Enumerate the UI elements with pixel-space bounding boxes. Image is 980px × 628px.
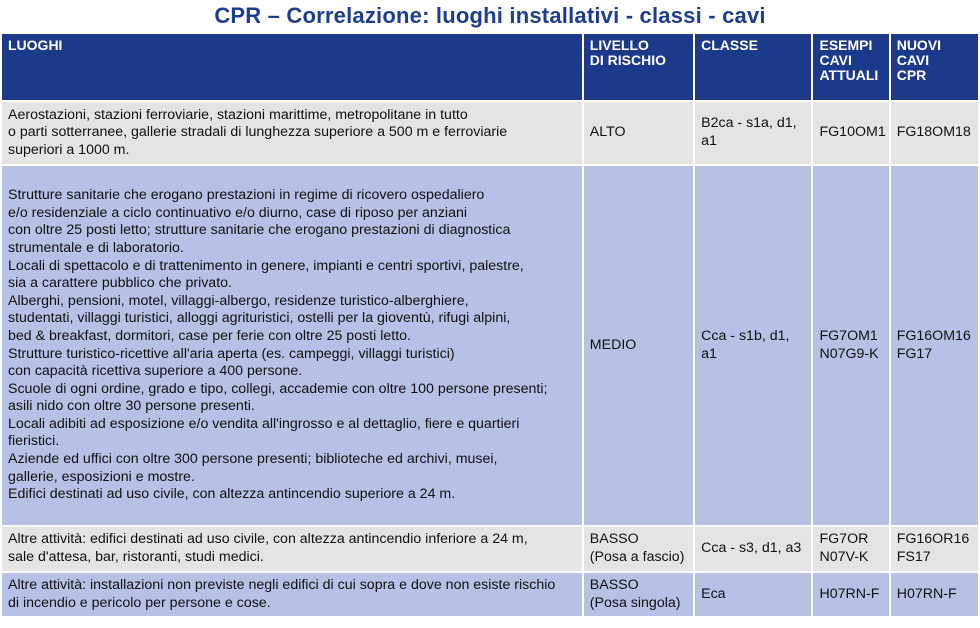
header-nuovi [891, 34, 978, 100]
header-livello [584, 34, 693, 100]
luoghi-line: Aerostazioni, stazioni ferroviarie, stazioni marittime, metropolitane in tutto [8, 106, 468, 123]
nuovi-line: FG16OR16 [896, 531, 970, 548]
luoghi-line: Aziende ed uffici con oltre 300 persone presenti; biblioteche ed archivi, musei, [8, 451, 498, 468]
luoghi-line: superiori a 1000 m. [8, 141, 130, 158]
luoghi-line: studentati, villaggi turistici, alloggi agrituristici, ostelli per la gioventù, rifugi alpini, [8, 310, 511, 327]
luoghi-line: con oltre 25 posti letto; strutture sanitarie che erogano prestazioni di diagnostica [8, 222, 511, 239]
cell-classe: Cca - s1b, d1, a1 [695, 166, 811, 525]
livello-line: ALTO [589, 124, 626, 141]
livello-line: (Posa a fascio) [589, 549, 685, 565]
luoghi-line: fieristici. [8, 433, 60, 450]
esempi-line: N07V-K [819, 549, 869, 565]
header-esempi [813, 34, 888, 100]
luoghi-line: sale d'attesa, bar, ristoranti, studi medici. [8, 549, 264, 565]
luoghi-line: di incendio e pericolo per persone e cose. [8, 594, 271, 611]
header-classe: CLASSE [695, 34, 811, 100]
luoghi-line: gallerie, esposizioni e mostre. [8, 468, 195, 485]
esempi-line: FG7OM1 [819, 327, 878, 344]
cell-classe: B2ca - s1a, d1, a1 [695, 102, 811, 164]
header-esempi-line: CAVI [819, 52, 852, 68]
luoghi-line: Locali di spettacolo e di trattenimento in genere, impianti e centri sportivi, palestre, [8, 257, 524, 274]
cell-esempi [813, 527, 888, 571]
esempi-line: N07G9-K [819, 345, 879, 362]
nuovi-line: FG18OM18 [896, 124, 971, 141]
cell-nuovi [891, 573, 978, 616]
cell-nuovi [891, 166, 978, 525]
cell-luoghi [2, 573, 582, 616]
page-title: CPR – Correlazione: luoghi installativi - classi - cavi [214, 3, 766, 28]
luoghi-line: asili nido con oltre 30 persone presenti. [8, 398, 255, 415]
cell-livello [584, 573, 693, 616]
cell-livello [584, 527, 693, 571]
header-nuovi-line: CAVI [896, 52, 930, 68]
livello-line: BASSO [589, 576, 639, 593]
luoghi-line: e/o residenziale a ciclo continuativo e/o diurno, case di riposo per anziani [8, 204, 468, 221]
cell-esempi [813, 573, 888, 616]
luoghi-line: Locali adibiti ad esposizione e/o vendita all'ingrosso e al dettaglio, fiere e quartieri [8, 415, 520, 432]
cell-esempi [813, 102, 888, 164]
header-esempi-line: ESEMPI [819, 37, 873, 53]
cell-luoghi [2, 102, 582, 164]
nuovi-line: FG17 [896, 345, 933, 362]
luoghi-line: strumentale e di laboratorio. [8, 239, 184, 256]
cell-classe: Eca [695, 573, 811, 616]
luoghi-line: Altre attività: edifici destinati ad uso civile, con altezza antincendio inferiore a 24 m, [8, 531, 528, 548]
header-esempi-line: ATTUALI [819, 67, 879, 83]
esempi-line: H07RN-F [819, 585, 880, 602]
luoghi-line: bed & breakfast, dormitori, case per ferie con oltre 25 posti letto. [8, 327, 411, 344]
table-row [2, 527, 978, 571]
cell-luoghi [2, 527, 582, 571]
header-nuovi-line: CPR [896, 67, 927, 83]
cell-esempi [813, 166, 888, 525]
luoghi-line: con capacità ricettiva superiore a 400 persone. [8, 363, 303, 380]
cpr-table [0, 32, 980, 618]
table-row [2, 102, 978, 164]
luoghi-line: Scuole di ogni ordine, grado e tipo, collegi, accademie con oltre 100 persone presenti; [8, 380, 548, 397]
cell-classe: Cca - s3, d1, a3 [695, 527, 811, 571]
livello-line: MEDIO [589, 336, 637, 353]
livello-line: BASSO [589, 531, 639, 548]
cell-nuovi [891, 527, 978, 571]
nuovi-line: H07RN-F [896, 585, 957, 602]
luoghi-line: Strutture sanitarie che erogano prestazioni in regime di ricovero ospedaliero [8, 187, 485, 204]
cell-livello [584, 166, 693, 525]
header-livello-line: LIVELLO [589, 37, 649, 53]
cell-luoghi [2, 166, 582, 525]
luoghi-line: Alberghi, pensioni, motel, villaggi-albergo, residenze turistico-alberghiere, [8, 292, 469, 309]
cell-livello [584, 102, 693, 164]
nuovi-line: FS17 [896, 549, 931, 565]
luoghi-line: o parti sotterranee, gallerie stradali di lunghezza superiore a 500 m e ferroviarie [8, 124, 508, 141]
table-row [2, 166, 978, 525]
livello-line: (Posa singola) [589, 594, 681, 611]
header-luoghi: LUOGHI [2, 34, 582, 100]
table-row [2, 573, 978, 616]
luoghi-line: Edifici destinati ad uso civile, con altezza antincendio superiore a 24 m. [8, 486, 456, 503]
header-livello-line: DI RISCHIO [589, 52, 667, 68]
nuovi-line: FG16OM16 [896, 327, 971, 344]
luoghi-line: sia a carattere pubblico che privato. [8, 275, 232, 292]
table-header-row [2, 34, 978, 100]
esempi-line: FG7OR [819, 531, 869, 548]
luoghi-line: Altre attività: installazioni non previste negli edifici di cui sopra e dove non esiste rischio [8, 576, 556, 593]
cell-nuovi [891, 102, 978, 164]
esempi-line: FG10OM1 [819, 124, 886, 141]
header-nuovi-line: NUOVI [896, 37, 942, 53]
luoghi-line: Strutture turistico-ricettive all'aria aperta (es. campeggi, villaggi turistici) [8, 345, 455, 362]
